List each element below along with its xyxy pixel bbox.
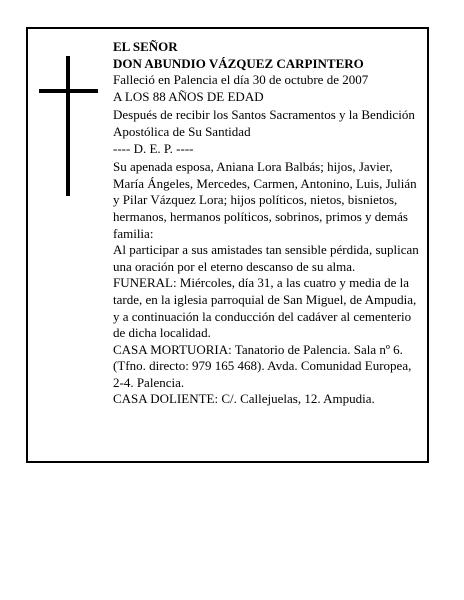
cross-icon bbox=[66, 56, 70, 196]
family-notice: Su apenada esposa, Aniana Lora Balbás; hijos, Javier, María Ángeles, Mercedes, Carmen, Antonino, Luis, Julián y Pilar Vázquez Lora; hijos políticos, nietos, bisnietos, hermanos, hermanos políticos, sobrinos, primos y demás familia: bbox=[113, 159, 417, 241]
grieving-house-notice: CASA DOLIENTE: C/. Callejuelas, 12. Ampudia. bbox=[113, 391, 375, 407]
deceased-name: DON ABUNDIO VÁZQUEZ CARPINTERO bbox=[113, 55, 364, 71]
death-notice: Falleció en Palencia el día 30 de octubre de 2007 bbox=[113, 72, 369, 88]
mortuary-notice: CASA MORTUORIA: Tanatorio de Palencia. Sala nº 6. (Tfno. directo: 979 165 468). Avda. Comunidad Europea, 2-4. Palencia. bbox=[113, 341, 412, 390]
dep-notice: ---- D. E. P. ---- bbox=[113, 140, 194, 156]
age-notice: A LOS 88 AÑOS DE EDAD bbox=[113, 88, 264, 104]
request-notice: Al participar a sus amistades tan sensible pérdida, suplican una oración por el eterno descanso de su alma. bbox=[113, 242, 419, 274]
header-title: EL SEÑOR bbox=[113, 39, 178, 54]
sacraments-notice: Después de recibir los Santos Sacramentos y la Bendición Apostólica de Su Santidad bbox=[113, 107, 415, 139]
funeral-notice: FUNERAL: Miércoles, día 31, a las cuatro y media de la tarde, en la iglesia parroquial de San Miguel, de Ampudia, y a continuación la conducción del cadáver al cementerio de dicha localidad. bbox=[113, 275, 417, 341]
obituary-text bbox=[113, 39, 425, 408]
cross-icon-bar bbox=[39, 89, 98, 93]
